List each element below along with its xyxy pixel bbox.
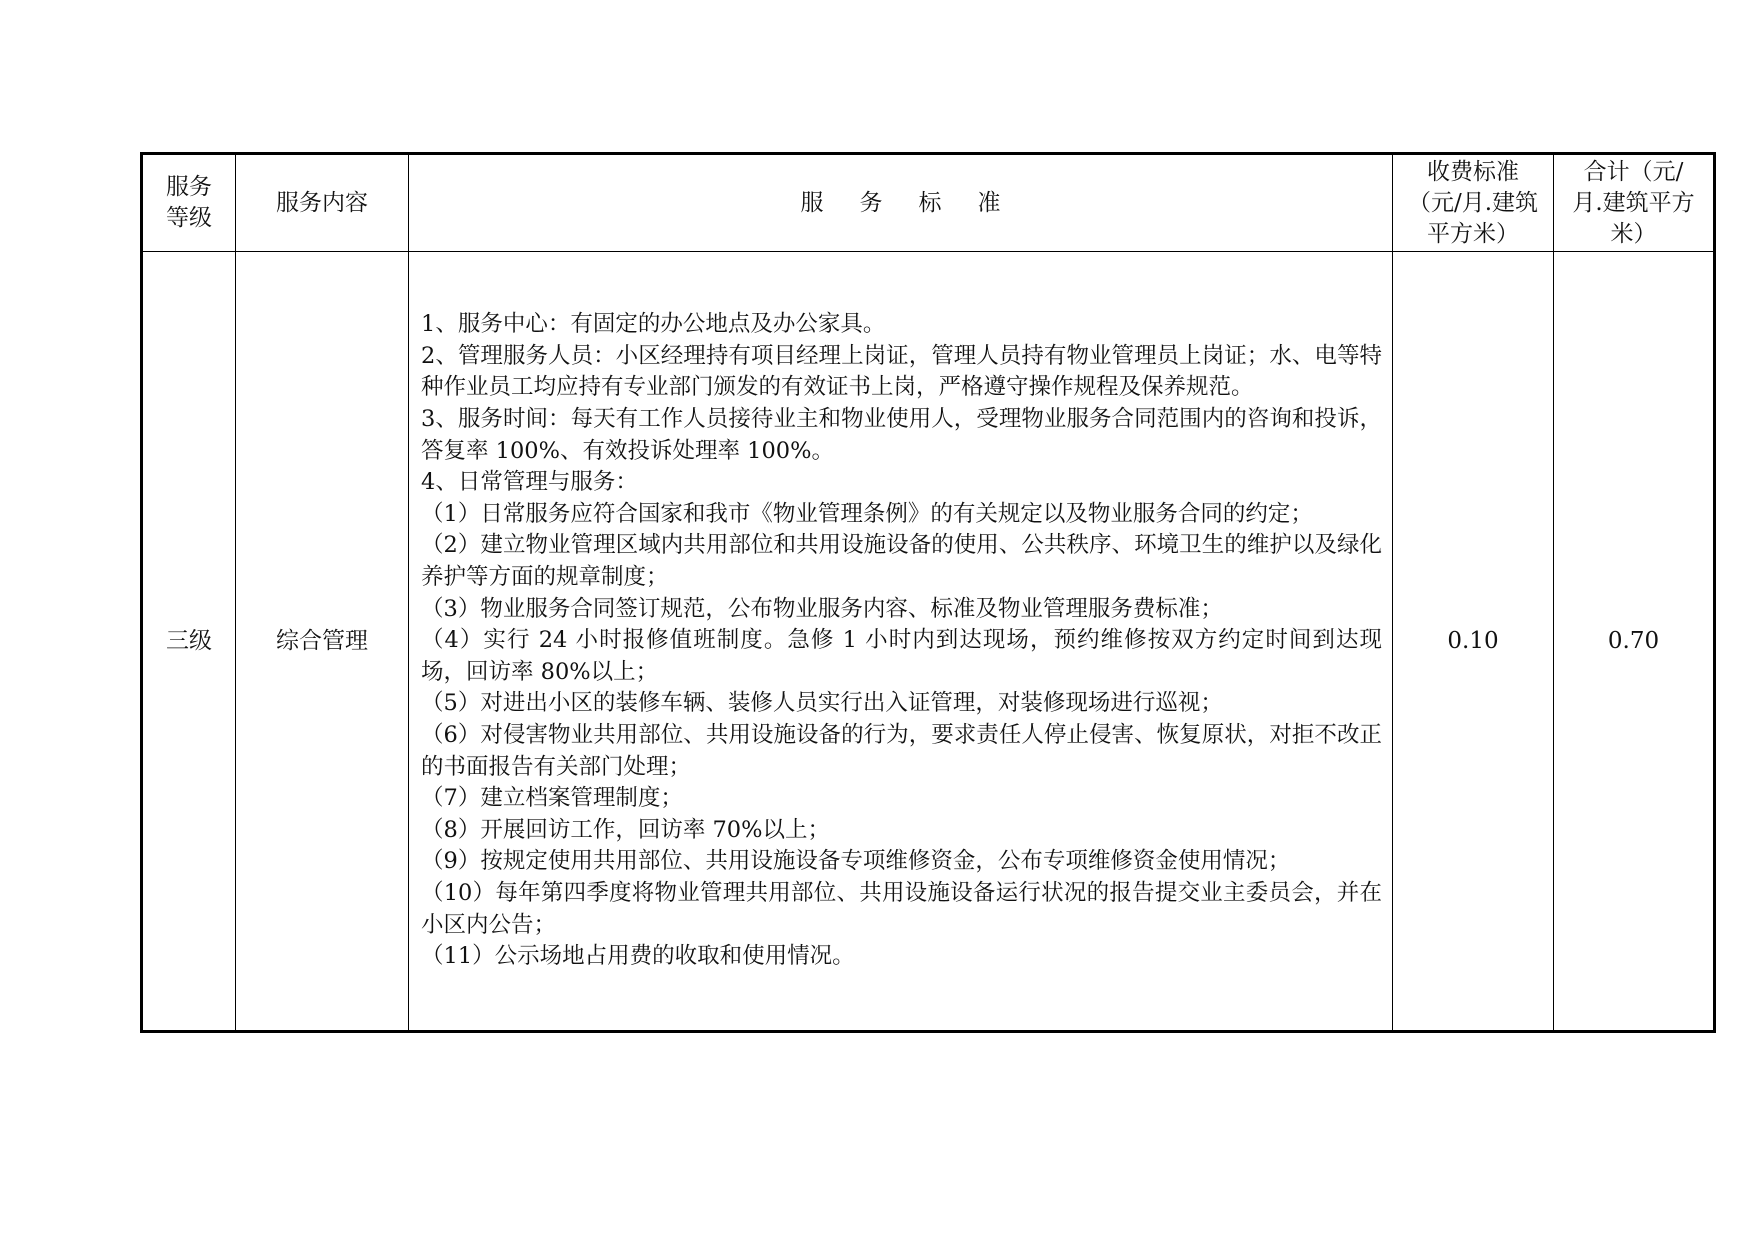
standard-list [421,309,1382,972]
standard-item: （8）开展回访工作，回访率 70%以上； [421,816,830,843]
header-total [1554,154,1715,252]
standard-item: （6）对侵害物业共用部位、共用设施设备的行为，要求责任人停止侵害、恢复原状，对拒不改正的书面报告有关部门处理； [421,721,1382,780]
cell-level: 三级 [142,252,236,1032]
header-total-text: 合计（元/月.建筑平方米） [1572,158,1695,247]
cell-total: 0.70 [1554,252,1715,1032]
header-standard [409,154,1393,252]
standard-item: （4）实行 24 小时报修值班制度。急修 1 小时内到达现场，预约维修按双方约定时间到达现场，回访率 80%以上； [421,627,1382,685]
standard-item: （9）按规定使用共用部位、共用设施设备专项维修资金，公布专项维修资金使用情况； [421,848,1291,875]
standard-item: （2）建立物业管理区域内共用部位和共用设施设备的使用、公共秩序、环境卫生的维护以及绿化养护等方面的规章制度； [421,532,1382,591]
standard-item: （5）对进出小区的装修车辆、装修人员实行出入证管理，对装修现场进行巡视； [421,690,1223,717]
standard-item: （10）每年第四季度将物业管理共用部位、共用设施设备运行状况的报告提交业主委员会，并在小区内公告； [421,879,1382,938]
standard-item: 1、服务中心：有固定的办公地点及办公家具。 [421,311,886,338]
standard-item: （3）物业服务合同签订规范，公布物业服务内容、标准及物业管理服务费标准； [421,595,1223,622]
standard-item: （11）公示场地占用费的收取和使用情况。 [421,943,855,970]
standard-item: （7）建立档案管理制度； [421,785,683,812]
header-standard-text: 服务标准 [800,189,1037,216]
standard-item: 3、服务时间：每天有工作人员接待业主和物业使用人，受理物业服务合同范围内的咨询和投诉，答复率 100%、有效投诉处理率 100%。 [421,406,1382,464]
header-level-text: 服务等级 [166,174,212,231]
header-level [142,154,236,252]
standard-item: 2、管理服务人员：小区经理持有项目经理上岗证，管理人员持有物业管理员上岗证；水、电等特种作业员工均应持有专业部门颁发的有效证书上岗，严格遵守操作规程及保养规范。 [421,342,1382,401]
service-standard-table [140,152,1716,1033]
table-header-row [142,154,1715,252]
header-fee-text: 收费标准（元/月.建筑平方米） [1407,158,1539,247]
cell-standard [409,252,1393,1032]
header-fee [1393,154,1554,252]
header-content: 服务内容 [236,154,409,252]
standard-item: （1）日常服务应符合国家和我市《物业管理条例》的有关规定以及物业服务合同的约定； [421,500,1313,527]
cell-content: 综合管理 [236,252,409,1032]
table-row [142,252,1715,1032]
cell-fee: 0.10 [1393,252,1554,1032]
standard-item: 4、日常管理与服务： [421,469,638,496]
